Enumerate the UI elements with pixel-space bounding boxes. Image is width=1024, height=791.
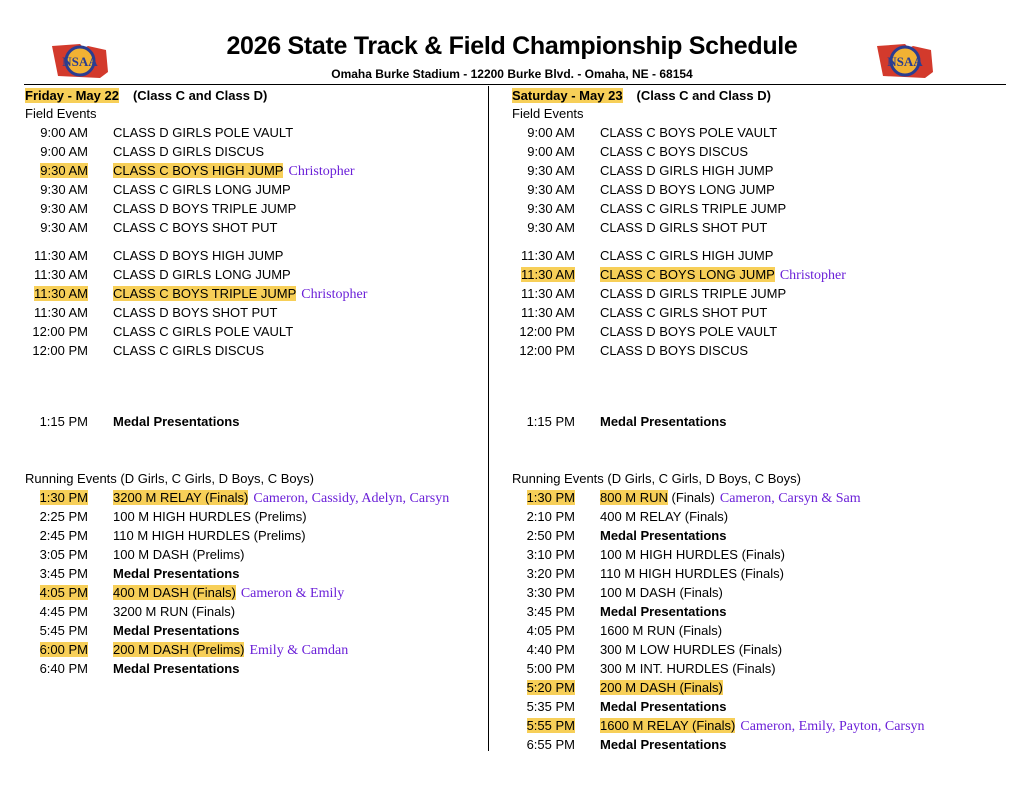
schedule-row <box>512 602 1007 621</box>
time-cell <box>25 545 88 564</box>
time-cell <box>512 602 575 621</box>
day-heading <box>25 86 267 105</box>
event-time: 11:30 AM <box>521 248 575 263</box>
event-time: 12:00 PM <box>519 343 575 358</box>
event-cell <box>113 526 306 545</box>
event-name: Medal Presentations <box>113 661 240 676</box>
schedule-row <box>512 716 1007 735</box>
event-time: 2:10 PM <box>526 509 575 524</box>
schedule-row <box>512 412 1007 431</box>
event-cell <box>113 507 307 526</box>
event-name: 400 M DASH (Finals) <box>113 585 236 600</box>
event-cell <box>113 265 291 284</box>
event-name: CLASS D GIRLS DISCUS <box>113 144 264 159</box>
event-cell <box>113 322 293 341</box>
event-name: 800 M RUN <box>600 490 668 505</box>
event-name: CLASS C GIRLS TRIPLE JUMP <box>600 201 787 216</box>
schedule-row <box>512 564 1007 583</box>
schedule-row <box>25 602 485 621</box>
event-time: 9:30 AM <box>527 163 575 178</box>
time-cell <box>25 265 88 284</box>
athlete-names: Christopher <box>779 268 846 283</box>
header-divider <box>24 84 1006 85</box>
event-cell <box>600 602 726 621</box>
event-cell <box>600 284 786 303</box>
event-name: 300 M LOW HURDLES (Finals) <box>600 642 783 657</box>
event-cell <box>113 564 239 583</box>
event-time: 1:30 PM <box>526 490 575 505</box>
event-name: CLASS C BOYS SHOT PUT <box>113 220 278 235</box>
time-cell <box>25 180 88 199</box>
schedule-row <box>25 284 485 303</box>
schedule-row <box>512 507 1007 526</box>
event-time: 5:35 PM <box>526 699 575 714</box>
event-cell <box>600 526 726 545</box>
schedule-row <box>512 341 1007 360</box>
event-cell <box>600 341 748 360</box>
event-suffix: (Finals) <box>667 490 715 505</box>
event-cell <box>600 246 773 265</box>
event-time: 5:00 PM <box>526 661 575 676</box>
time-cell <box>512 180 575 199</box>
event-time: 5:45 PM <box>39 623 88 638</box>
event-name: Medal Presentations <box>113 623 240 638</box>
schedule-row <box>512 640 1007 659</box>
event-cell <box>600 199 786 218</box>
event-name: CLASS D BOYS DISCUS <box>600 343 749 358</box>
event-time: 11:30 AM <box>521 305 575 320</box>
event-name: 200 M DASH (Prelims) <box>113 642 245 657</box>
time-cell <box>25 602 88 621</box>
event-name: 400 M RELAY (Finals) <box>600 509 729 524</box>
schedule-row <box>25 303 485 322</box>
event-time: 11:30 AM <box>521 286 575 301</box>
schedule-row <box>25 123 485 142</box>
time-cell <box>512 678 575 697</box>
event-name: CLASS C GIRLS LONG JUMP <box>113 182 291 197</box>
event-cell <box>113 621 239 640</box>
event-time: 1:30 PM <box>39 490 88 505</box>
schedule-row <box>25 526 485 545</box>
event-cell <box>600 488 861 508</box>
event-cell <box>113 545 244 564</box>
event-name: 3200 M RELAY (Finals) <box>113 490 249 505</box>
event-name: 300 M INT. HURDLES (Finals) <box>600 661 776 676</box>
time-cell <box>512 716 575 735</box>
event-cell <box>113 640 348 660</box>
event-name: 100 M DASH (Prelims) <box>113 547 245 562</box>
event-time: 4:40 PM <box>526 642 575 657</box>
schedule-row <box>512 199 1007 218</box>
time-cell <box>512 564 575 583</box>
event-time: 6:55 PM <box>526 737 575 752</box>
event-time: 3:30 PM <box>526 585 575 600</box>
athlete-names: Emily & Camdan <box>249 643 349 658</box>
event-time: 9:30 AM <box>40 163 88 178</box>
time-cell <box>512 123 575 142</box>
event-time: 11:30 AM <box>34 286 88 301</box>
event-cell <box>600 412 726 431</box>
day-label: Friday - May 22 <box>25 88 119 103</box>
event-time: 11:30 AM <box>34 305 88 320</box>
event-cell <box>600 583 723 602</box>
schedule-row <box>512 526 1007 545</box>
event-cell <box>113 199 296 218</box>
schedule-row <box>512 180 1007 199</box>
event-cell <box>113 142 264 161</box>
time-cell <box>512 697 575 716</box>
time-cell <box>512 199 575 218</box>
day-label: Saturday - May 23 <box>512 88 623 103</box>
running-events-heading: Running Events (D Girls, C Girls, D Boys, C Boys) <box>512 471 801 486</box>
time-cell <box>512 640 575 659</box>
event-time: 1:15 PM <box>39 414 88 429</box>
time-cell <box>25 621 88 640</box>
event-name: 100 M HIGH HURDLES (Finals) <box>600 547 785 562</box>
time-cell <box>25 123 88 142</box>
event-time: 4:05 PM <box>526 623 575 638</box>
event-cell <box>600 161 773 180</box>
schedule-row <box>512 545 1007 564</box>
event-cell <box>113 602 235 621</box>
time-cell <box>512 488 575 507</box>
event-name: 3200 M RUN (Finals) <box>113 604 236 619</box>
event-name: CLASS D GIRLS TRIPLE JUMP <box>600 286 787 301</box>
event-name: Medal Presentations <box>600 528 727 543</box>
event-name: CLASS D GIRLS LONG JUMP <box>113 267 291 282</box>
event-cell <box>600 640 782 659</box>
time-cell <box>25 640 88 659</box>
event-name: Medal Presentations <box>600 699 727 714</box>
event-time: 9:30 AM <box>40 220 88 235</box>
schedule-row <box>25 545 485 564</box>
schedule-row <box>512 161 1007 180</box>
schedule-row <box>512 583 1007 602</box>
athlete-names: Christopher <box>301 287 368 302</box>
time-cell <box>512 412 575 431</box>
event-time: 9:00 AM <box>40 144 88 159</box>
schedule-row <box>512 123 1007 142</box>
time-cell <box>25 218 88 237</box>
time-cell <box>512 735 575 754</box>
running-events-heading: Running Events (D Girls, C Girls, D Boys, C Boys) <box>25 471 314 486</box>
schedule-row <box>512 697 1007 716</box>
event-name: CLASS D GIRLS SHOT PUT <box>600 220 768 235</box>
event-name: 100 M HIGH HURDLES (Prelims) <box>113 509 307 524</box>
event-time: 2:45 PM <box>39 528 88 543</box>
time-cell <box>25 564 88 583</box>
event-cell <box>600 142 748 161</box>
event-name: 1600 M RELAY (Finals) <box>600 718 736 733</box>
event-cell <box>113 583 344 603</box>
time-cell <box>512 161 575 180</box>
event-time: 1:15 PM <box>526 414 575 429</box>
time-cell <box>512 583 575 602</box>
event-cell <box>600 659 776 678</box>
schedule-row <box>25 412 485 431</box>
schedule-row <box>512 735 1007 754</box>
event-name: CLASS C BOYS HIGH JUMP <box>113 163 284 178</box>
time-cell <box>512 659 575 678</box>
time-cell <box>25 199 88 218</box>
schedule-row <box>25 640 485 659</box>
time-cell <box>512 621 575 640</box>
schedule-row <box>512 621 1007 640</box>
event-time: 9:30 AM <box>527 182 575 197</box>
event-name: Medal Presentations <box>600 414 727 429</box>
event-time: 6:40 PM <box>39 661 88 676</box>
event-cell <box>600 678 723 697</box>
event-time: 12:00 PM <box>32 343 88 358</box>
time-cell <box>25 322 88 341</box>
time-cell <box>512 526 575 545</box>
event-time: 2:25 PM <box>39 509 88 524</box>
event-name: CLASS D GIRLS HIGH JUMP <box>600 163 774 178</box>
event-name: CLASS D GIRLS POLE VAULT <box>113 125 294 140</box>
time-cell <box>25 507 88 526</box>
field-events-heading: Field Events <box>512 106 584 121</box>
event-name: CLASS C BOYS LONG JUMP <box>600 267 775 282</box>
schedule-row <box>25 341 485 360</box>
event-time: 5:20 PM <box>526 680 575 695</box>
event-name: CLASS C GIRLS SHOT PUT <box>600 305 768 320</box>
event-cell <box>113 284 367 304</box>
event-name: 200 M DASH (Finals) <box>600 680 723 695</box>
event-name: Medal Presentations <box>600 737 727 752</box>
event-name: 110 M HIGH HURDLES (Prelims) <box>113 528 306 543</box>
event-cell <box>113 412 239 431</box>
time-cell <box>25 659 88 678</box>
event-cell <box>113 161 355 181</box>
time-cell <box>25 246 88 265</box>
event-cell <box>113 246 283 265</box>
time-cell <box>512 322 575 341</box>
event-name: CLASS D BOYS SHOT PUT <box>113 305 278 320</box>
time-cell <box>25 161 88 180</box>
event-name: 110 M HIGH HURDLES (Finals) <box>600 566 784 581</box>
schedule-row <box>512 246 1007 265</box>
athlete-names: Cameron & Emily <box>240 586 345 601</box>
schedule-row <box>512 142 1007 161</box>
event-cell <box>600 265 846 285</box>
schedule-row <box>25 583 485 602</box>
schedule-row <box>512 303 1007 322</box>
schedule-row <box>512 265 1007 284</box>
time-cell <box>25 303 88 322</box>
event-name: CLASS C BOYS POLE VAULT <box>600 125 778 140</box>
page-subtitle: Omaha Burke Stadium - 12200 Burke Blvd. - Omaha, NE - 68154 <box>331 67 693 81</box>
event-name: CLASS D BOYS POLE VAULT <box>600 324 778 339</box>
event-time: 12:00 PM <box>519 324 575 339</box>
time-cell <box>25 341 88 360</box>
event-time: 9:30 AM <box>527 201 575 216</box>
event-cell <box>113 303 277 322</box>
schedule-row <box>25 218 485 237</box>
event-cell <box>600 621 722 640</box>
schedule-row <box>512 218 1007 237</box>
athlete-names: Christopher <box>288 164 355 179</box>
event-name: Medal Presentations <box>113 566 240 581</box>
event-time: 11:30 AM <box>34 267 88 282</box>
event-time: 2:50 PM <box>526 528 575 543</box>
event-name: CLASS D BOYS LONG JUMP <box>600 182 775 197</box>
event-cell <box>600 564 784 583</box>
event-cell <box>113 341 264 360</box>
day-heading <box>512 86 771 105</box>
schedule-row <box>25 180 485 199</box>
field-events-heading: Field Events <box>25 106 97 121</box>
schedule-row <box>25 322 485 341</box>
schedule-row <box>25 161 485 180</box>
event-time: 3:05 PM <box>39 547 88 562</box>
event-cell <box>600 322 777 341</box>
logo-text: NSAA <box>887 54 923 69</box>
time-cell <box>512 246 575 265</box>
event-cell <box>113 488 449 508</box>
page-title: 2026 State Track & Field Championship Schedule <box>226 32 798 60</box>
time-cell <box>512 507 575 526</box>
schedule-row <box>512 284 1007 303</box>
time-cell <box>25 412 88 431</box>
event-time: 4:05 PM <box>39 585 88 600</box>
time-cell <box>512 545 575 564</box>
schedule-row <box>25 142 485 161</box>
event-time: 9:30 AM <box>527 220 575 235</box>
schedule-row <box>512 488 1007 507</box>
athlete-names: Cameron, Emily, Payton, Carsyn <box>740 719 925 734</box>
schedule-row <box>512 659 1007 678</box>
event-cell <box>113 218 277 237</box>
time-cell <box>512 265 575 284</box>
event-time: 4:45 PM <box>39 604 88 619</box>
schedule-row <box>512 322 1007 341</box>
time-cell <box>512 142 575 161</box>
class-label: (Class C and Class D) <box>132 88 268 103</box>
time-cell <box>512 218 575 237</box>
event-name: 1600 M RUN (Finals) <box>600 623 723 638</box>
time-cell <box>512 284 575 303</box>
event-time: 9:00 AM <box>527 144 575 159</box>
event-time: 11:30 AM <box>34 248 88 263</box>
athlete-names: Cameron, Carsyn & Sam <box>719 491 861 506</box>
event-cell <box>600 507 728 526</box>
event-cell <box>600 180 775 199</box>
event-name: 100 M DASH (Finals) <box>600 585 723 600</box>
event-name: CLASS C GIRLS POLE VAULT <box>113 324 294 339</box>
time-cell <box>512 303 575 322</box>
event-name: CLASS C BOYS TRIPLE JUMP <box>113 286 297 301</box>
event-time: 9:30 AM <box>40 182 88 197</box>
schedule-row <box>512 678 1007 697</box>
time-cell <box>512 341 575 360</box>
event-time: 9:00 AM <box>40 125 88 140</box>
schedule-row <box>25 621 485 640</box>
event-name: Medal Presentations <box>600 604 727 619</box>
event-cell <box>600 697 726 716</box>
event-name: CLASS D BOYS TRIPLE JUMP <box>113 201 297 216</box>
event-cell <box>600 735 726 754</box>
event-time: 9:30 AM <box>40 201 88 216</box>
event-time: 12:00 PM <box>32 324 88 339</box>
event-time: 3:20 PM <box>526 566 575 581</box>
schedule-row <box>25 659 485 678</box>
event-time: 3:45 PM <box>39 566 88 581</box>
event-time: 6:00 PM <box>39 642 88 657</box>
event-time: 3:45 PM <box>526 604 575 619</box>
schedule-row <box>25 488 485 507</box>
event-cell <box>600 545 785 564</box>
event-cell <box>600 716 925 736</box>
event-cell <box>113 123 293 142</box>
event-name: CLASS C BOYS DISCUS <box>600 144 749 159</box>
schedule-row <box>25 265 485 284</box>
logo-text: NSAA <box>62 54 98 69</box>
event-cell <box>113 659 239 678</box>
time-cell <box>25 142 88 161</box>
athlete-names: Cameron, Cassidy, Adelyn, Carsyn <box>253 491 450 506</box>
column-divider <box>488 86 489 751</box>
event-cell <box>600 303 767 322</box>
time-cell <box>25 284 88 303</box>
time-cell <box>25 583 88 602</box>
event-name: CLASS C GIRLS DISCUS <box>113 343 264 358</box>
time-cell <box>25 526 88 545</box>
event-cell <box>600 123 777 142</box>
class-label: (Class C and Class D) <box>636 88 771 103</box>
schedule-row <box>25 564 485 583</box>
event-time: 9:00 AM <box>527 125 575 140</box>
event-cell <box>113 180 291 199</box>
event-name: CLASS C GIRLS HIGH JUMP <box>600 248 774 263</box>
time-cell <box>25 488 88 507</box>
event-name: Medal Presentations <box>113 414 240 429</box>
event-name: CLASS D BOYS HIGH JUMP <box>113 248 284 263</box>
schedule-row <box>25 246 485 265</box>
schedule-row <box>25 507 485 526</box>
event-time: 11:30 AM <box>521 267 575 282</box>
event-cell <box>600 218 767 237</box>
event-time: 5:55 PM <box>526 718 575 733</box>
schedule-row <box>25 199 485 218</box>
event-time: 3:10 PM <box>526 547 575 562</box>
